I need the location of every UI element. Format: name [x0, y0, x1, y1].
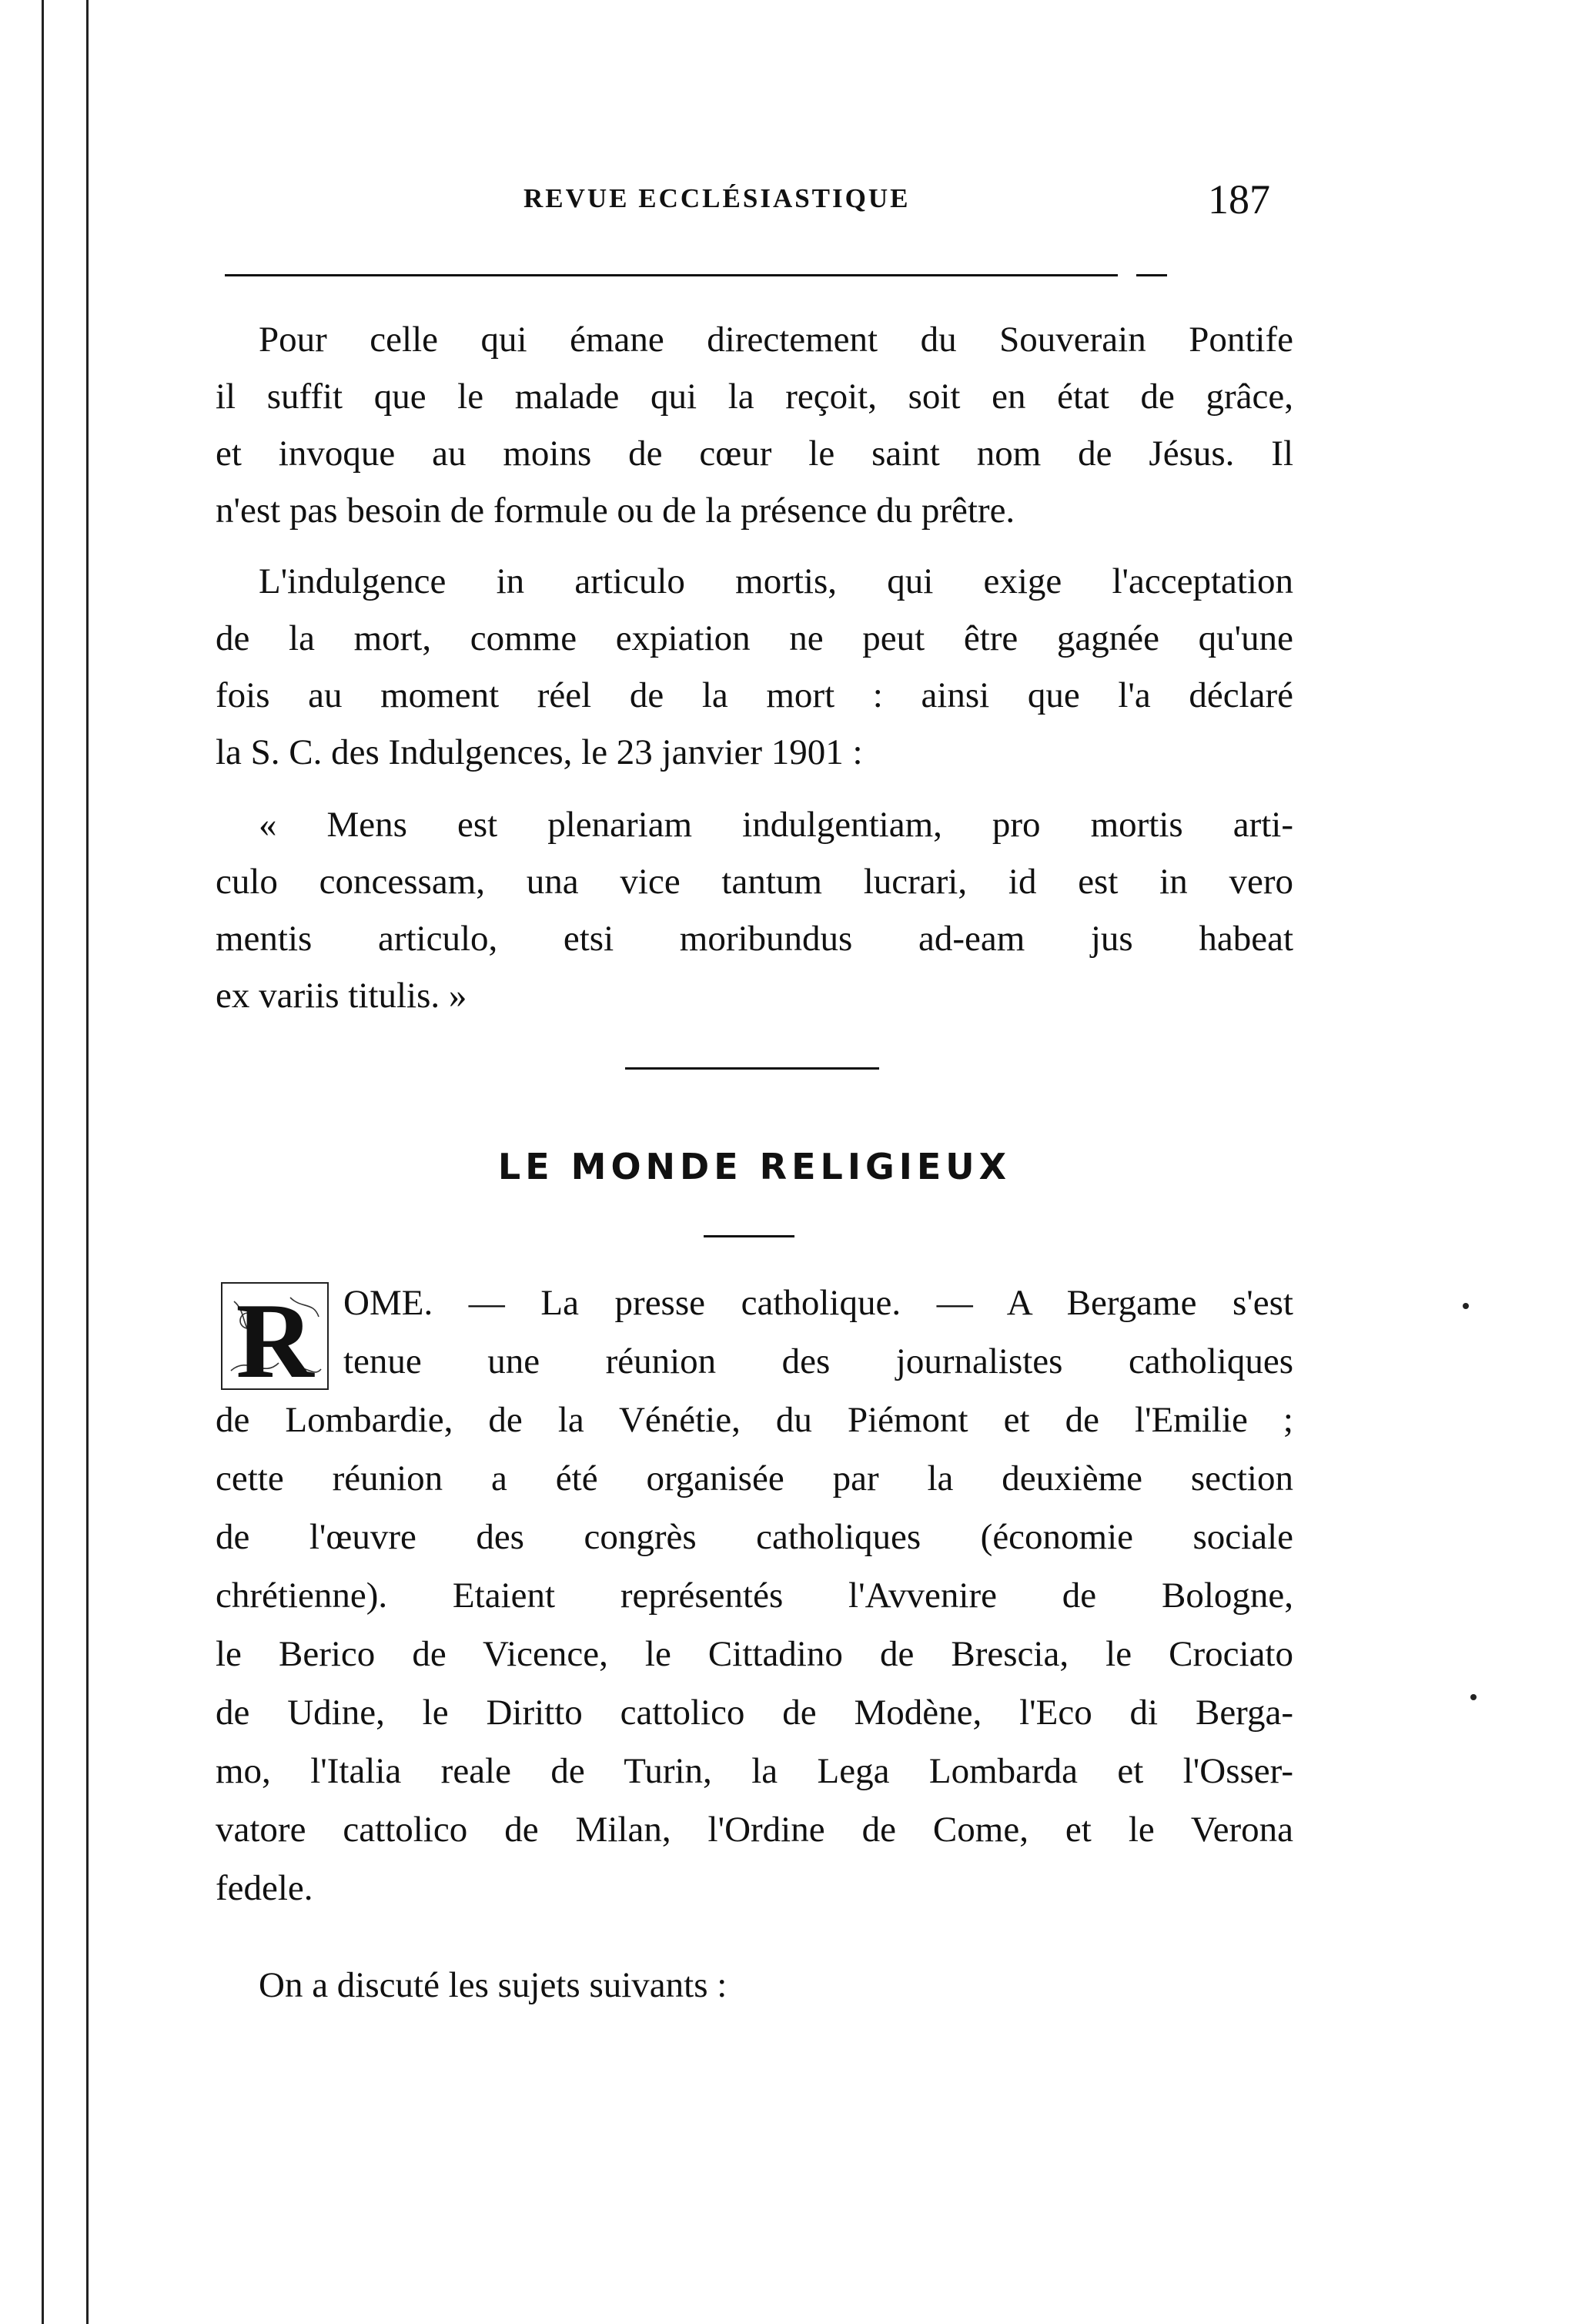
running-head [216, 176, 1293, 229]
text-line: Pour celle qui émane directement du Souverain Pontife [259, 320, 1293, 360]
text-line: fedele. [216, 1868, 313, 1908]
section-opening-lines [343, 1274, 1293, 1391]
text-line: il suffit que le malade qui la reçoit, soit en état de grâce, [216, 377, 1293, 417]
dropcap-ornament [217, 1278, 333, 1394]
text-line: OME. — La presse catholique. — A Bergame s'est [343, 1283, 1293, 1323]
text-line: cette réunion a été organisée par la deuxième section [216, 1458, 1293, 1499]
text-line: mentis articulo, etsi moribundus ad-eam jus habeat [216, 919, 1293, 959]
text-line: n'est pas besoin de formule ou de la présence du prêtre. [216, 491, 1015, 531]
text-line: de la mort, comme expiation ne peut être gagnée qu'une [216, 618, 1293, 658]
text-line: L'indulgence in articulo mortis, qui exige l'acceptation [259, 561, 1293, 601]
text-line: On a discuté les sujets suivants : [259, 1965, 727, 2005]
running-title: REVUE ECCLÉSIASTIQUE [523, 183, 911, 213]
section-title-underline [704, 1235, 794, 1237]
margin-rule-inner [86, 0, 89, 2324]
text-line: mo, l'Italia reale de Turin, la Lega Lombarda et l'Osser- [216, 1751, 1293, 1791]
paragraph-2 [216, 553, 1293, 781]
text-line: de Udine, le Diritto cattolico de Modène, l'Eco di Berga- [216, 1693, 1293, 1733]
text-line: de Lombardie, de la Vénétie, du Piémont et de l'Emilie ; [216, 1400, 1293, 1440]
margin-rule-outer [42, 0, 44, 2324]
margin-speck [1463, 1303, 1469, 1309]
text-line: « Mens est plenariam indulgentiam, pro mortis arti- [259, 805, 1293, 845]
text-line: et invoque au moins de cœur le saint nom de Jésus. Il [216, 434, 1293, 474]
text-line: chrétienne). Etaient représentés l'Avvenire de Bologne, [216, 1576, 1293, 1616]
text-line: fois au moment réel de la mort : ainsi que l'a déclaré [216, 675, 1293, 715]
page-number: 187 [1208, 176, 1270, 223]
section-body [216, 1391, 1293, 1917]
paragraph-1 [216, 311, 1293, 539]
text-line: tenue une réunion des journalistes catholiques [343, 1341, 1293, 1381]
dropcap-letter: R [236, 1281, 314, 1394]
section-separator-rule [625, 1067, 879, 1070]
latin-quote [216, 796, 1293, 1024]
text-line: vatore cattolico de Milan, l'Ordine de Come, et le Verona [216, 1810, 1293, 1850]
header-rule-tail [1136, 274, 1167, 276]
text-line: le Berico de Vicence, le Cittadino de Brescia, le Crociato [216, 1634, 1293, 1674]
header-rule [225, 274, 1118, 276]
section-title: LE MONDE RELIGIEUX [497, 1146, 1012, 1187]
text-line: de l'œuvre des congrès catholiques (économie sociale [216, 1517, 1293, 1557]
text-line: culo concessam, una vice tantum lucrari, id est in vero [216, 862, 1293, 902]
text-line: la S. C. des Indulgences, le 23 janvier 1901 : [216, 732, 863, 772]
margin-speck [1470, 1694, 1477, 1700]
text-line: ex variis titulis. » [216, 976, 467, 1016]
section-closing [259, 1956, 1293, 2014]
